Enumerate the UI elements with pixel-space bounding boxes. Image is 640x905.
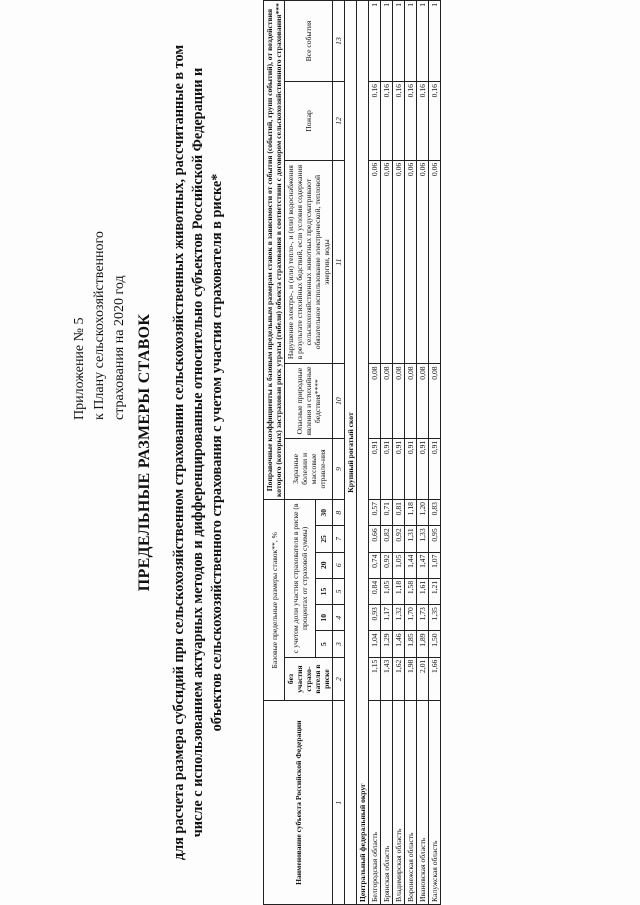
rate-cell: 0,92 (393, 526, 405, 552)
region-name: Воронежская область (405, 701, 417, 905)
rate-cell: 0,74 (369, 552, 381, 578)
col-number: 11 (333, 160, 345, 364)
rate-cell: 0,93 (369, 605, 381, 631)
table-row (381, 1, 393, 905)
col-number: 8 (333, 500, 345, 526)
col-number: 3 (333, 631, 345, 657)
rate-cell: 0,08 (405, 364, 417, 438)
column-numbers-row (333, 1, 345, 905)
rate-cell: 1,35 (429, 605, 441, 631)
share-10: 10 (315, 605, 332, 631)
col-number: 12 (333, 82, 345, 161)
rate-cell: 0,08 (381, 364, 393, 438)
col-number: 13 (333, 1, 345, 82)
rate-cell: 0,91 (381, 438, 393, 499)
region-name: Брянская область (381, 701, 393, 905)
rate-cell: 0,16 (429, 82, 441, 161)
appendix-line-3: страхования на 2020 год (112, 275, 127, 420)
share-30: 30 (315, 500, 332, 526)
header-region: Наименование субъекта Российской Федерации (264, 701, 333, 905)
header-all-events: Все события (285, 1, 333, 82)
rate-cell: 1 (405, 1, 417, 82)
rate-cell: 0,71 (381, 500, 393, 526)
table-body (369, 1, 441, 905)
rate-cell: 1 (369, 1, 381, 82)
rate-cell: 1 (417, 1, 429, 82)
region-name: Владимирская область (393, 701, 405, 905)
rate-cell: 1,15 (369, 657, 381, 701)
rate-cell: 0,84 (369, 578, 381, 604)
rate-cell: 1,66 (429, 657, 441, 701)
rate-cell: 0,08 (369, 364, 381, 438)
rate-cell: 0,66 (369, 526, 381, 552)
region-name: Белгородская область (369, 701, 381, 905)
rate-cell: 0,91 (429, 438, 441, 499)
rate-cell: 0,92 (381, 552, 393, 578)
appendix-line-1: Приложение № 5 (72, 317, 87, 420)
header-without-share: без участия страхо-вателя в риске (285, 657, 333, 701)
share-20: 20 (315, 552, 332, 578)
region-name: Ивановская область (417, 701, 429, 905)
col-number: 7 (333, 526, 345, 552)
header-coefficients: Поправочные коэффициенты к базовым предельным размерам ставок в зависимости от события (событий, групп событий), от воздействия которого (которых) застрахован риск утраты (гибели) объекта страхования в соответствии с договором сельскохозяйственного страхования*** (264, 1, 285, 500)
share-5: 5 (315, 631, 332, 657)
rate-cell: 0,91 (393, 438, 405, 499)
col-number: 1 (333, 701, 345, 905)
share-15: 15 (315, 578, 332, 604)
rate-cell: 1,05 (381, 578, 393, 604)
rate-cell: 0,91 (405, 438, 417, 499)
rate-cell: 1 (381, 1, 393, 82)
share-25: 25 (315, 526, 332, 552)
rate-cell: 0,08 (429, 364, 441, 438)
rate-cell: 1,18 (405, 500, 417, 526)
rate-cell: 1 (429, 1, 441, 82)
district-row (357, 1, 369, 905)
rate-cell: 0,06 (429, 160, 441, 364)
col-number: 6 (333, 552, 345, 578)
col-number: 5 (333, 578, 345, 604)
rate-cell: 0,08 (393, 364, 405, 438)
rate-cell: 1,21 (429, 578, 441, 604)
rate-cell: 1,32 (393, 605, 405, 631)
appendix-note (70, 120, 130, 420)
rate-cell: 0,81 (393, 500, 405, 526)
rate-cell: 1,61 (417, 578, 429, 604)
table-row (369, 1, 381, 905)
header-base-rates: Базовые предельные размеры ставок**, % (264, 500, 285, 701)
header-utility: Нарушение электро-, и (или) тепло-, и (или) водоснабжения в результате стихийных бедствий, если условия содержания сельскохозяйственных животных предусматривают обязательное использование электрической, тепловой энергии, воды (285, 160, 333, 364)
rate-cell: 0,16 (369, 82, 381, 161)
rate-cell: 1,20 (417, 500, 429, 526)
rate-cell: 1,89 (417, 631, 429, 657)
document-subtitle: для расчета размера субсидий при сельскохозяйственном страховании сельскохозяйственных животных, рассчитанные в том числе с использованием актуарных методов и дифференцированные относительно субъектов Российской Федерации и объектов сельскохозяйственного страхования с учетом участия страхователя в риске* (171, 44, 225, 861)
rate-cell: 1,50 (429, 631, 441, 657)
rate-cell: 1,43 (381, 657, 393, 701)
rate-cell: 1,70 (405, 605, 417, 631)
document-title: ПРЕДЕЛЬНЫЕ РАЗМЕРЫ СТАВОК (136, 313, 153, 592)
rate-cell: 0,83 (429, 500, 441, 526)
col-number: 2 (333, 657, 345, 701)
rate-cell: 1,44 (405, 552, 417, 578)
rate-cell: 2,01 (417, 657, 429, 701)
rate-cell: 1,47 (417, 552, 429, 578)
header-natural: Опасные природные явления и стихийные бедствия**** (285, 364, 333, 438)
rate-cell: 1,31 (405, 526, 417, 552)
rate-cell: 1,58 (405, 578, 417, 604)
rate-cell: 1,18 (393, 578, 405, 604)
rate-cell: 0,91 (369, 438, 381, 499)
rate-cell: 1,85 (405, 631, 417, 657)
rate-cell: 1 (393, 1, 405, 82)
rate-cell: 1,62 (393, 657, 405, 701)
rate-cell: 0,16 (393, 82, 405, 161)
col-number: 9 (333, 438, 345, 499)
table-row (429, 1, 441, 905)
rates-table (263, 0, 441, 905)
rate-cell: 0,16 (381, 82, 393, 161)
rate-cell: 1,05 (393, 552, 405, 578)
header-row-1 (264, 1, 285, 905)
table-row (393, 1, 405, 905)
rate-cell: 1,04 (369, 631, 381, 657)
table-row (417, 1, 429, 905)
district-label: Центральный федеральный округ (357, 1, 369, 905)
rate-cell: 1,07 (429, 552, 441, 578)
rate-cell: 0,16 (417, 82, 429, 161)
rate-cell: 0,06 (405, 160, 417, 364)
rate-cell: 1,17 (381, 605, 393, 631)
category-row (345, 1, 357, 905)
rate-cell: 0,91 (417, 438, 429, 499)
col-number: 10 (333, 364, 345, 438)
rate-cell: 0,57 (369, 500, 381, 526)
rate-cell: 0,06 (393, 160, 405, 364)
rate-cell: 0,06 (381, 160, 393, 364)
appendix-line-2: к Плану сельскохозяйственного (92, 231, 107, 420)
header-fire: Пожар (285, 82, 333, 161)
header-diseases: Заразные болезни и массовые отравле-ния (285, 438, 333, 499)
rate-cell: 0,08 (417, 364, 429, 438)
region-name: Калужская область (429, 701, 441, 905)
col-number: 4 (333, 605, 345, 631)
rate-cell: 0,82 (381, 526, 393, 552)
rate-cell: 0,06 (369, 160, 381, 364)
category-label: Крупный рогатый скот (345, 1, 357, 905)
rate-cell: 1,46 (393, 631, 405, 657)
rate-cell: 0,95 (429, 526, 441, 552)
rate-cell: 1,73 (417, 605, 429, 631)
rate-cell: 1,98 (405, 657, 417, 701)
header-with-share: с учетом доли участия страхователя в риске (в процентах от страховой суммы) (285, 500, 316, 658)
rate-cell: 0,06 (417, 160, 429, 364)
rate-cell: 1,29 (381, 631, 393, 657)
rate-cell: 1,33 (417, 526, 429, 552)
table-row (405, 1, 417, 905)
rate-cell: 0,16 (405, 82, 417, 161)
